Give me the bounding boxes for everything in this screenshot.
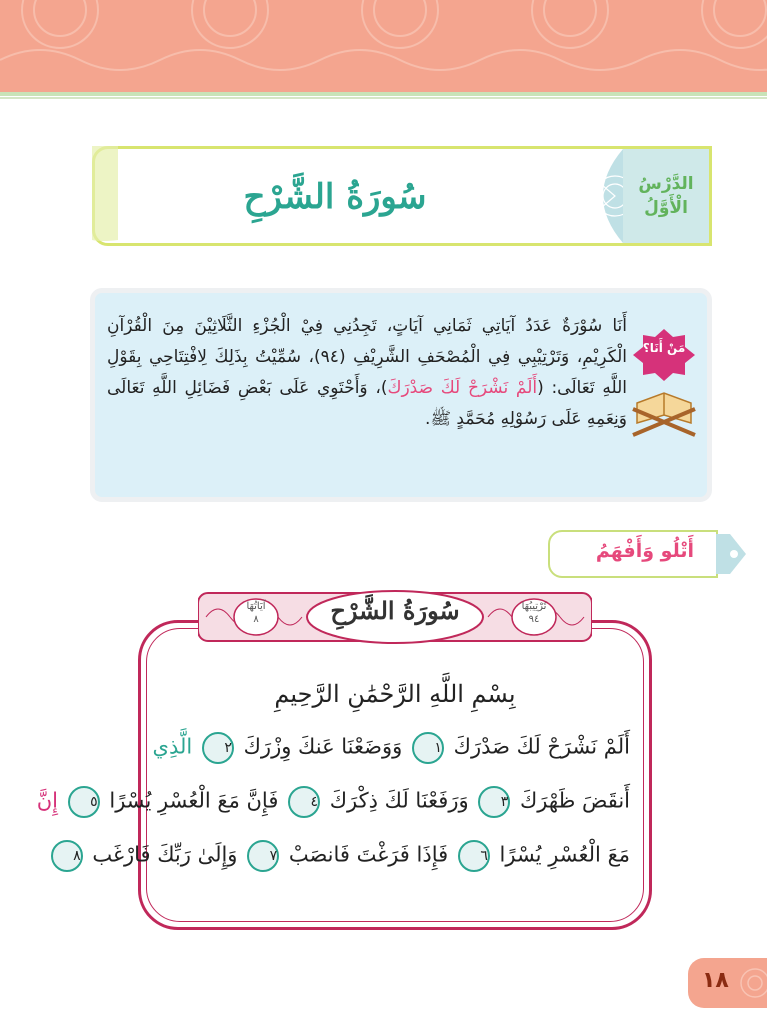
lesson-label-line2: الْأَوَّلُ bbox=[644, 198, 688, 218]
fold-ornament bbox=[92, 146, 118, 246]
ayah-number: ٣ bbox=[478, 786, 510, 818]
lesson-title-bar bbox=[92, 146, 712, 246]
section-tab-arrow-icon bbox=[716, 530, 756, 578]
lesson-badge bbox=[623, 149, 709, 243]
verse-text: أَلَمْ نَشْرَحْ لَكَ صَدْرَكَ bbox=[453, 734, 630, 759]
surah-header-name: سُورَةُ الشَّرْحِ bbox=[330, 596, 460, 625]
top-rule-thin bbox=[0, 97, 767, 99]
lesson-label-line1: الدَّرْسُ bbox=[638, 174, 694, 194]
verse-text: الَّذِي bbox=[152, 734, 193, 759]
intro-text bbox=[107, 311, 627, 435]
quran-line-3 bbox=[73, 840, 630, 872]
ayah-number: ٧ bbox=[247, 840, 279, 872]
verse-text: إِنَّ bbox=[36, 788, 58, 813]
verse-text: فَإِذَا فَرَغْتَ فَانصَبْ bbox=[288, 842, 449, 867]
page-number-ornament bbox=[727, 958, 767, 1008]
who-am-i-badge bbox=[627, 323, 705, 443]
quran-line-2 bbox=[36, 786, 630, 818]
surah-frame-inner bbox=[146, 628, 644, 922]
ayah-number: ٤ bbox=[288, 786, 320, 818]
quran-line-1 bbox=[152, 732, 630, 764]
ayah-number: ٥ bbox=[68, 786, 100, 818]
section-tab bbox=[548, 530, 718, 578]
intro-highlight: أَلَمْ نَشْرَحْ لَكَ صَدْرَكَ bbox=[387, 378, 538, 398]
section-title: أَتْلُو وَأَفْهَمُ bbox=[595, 540, 694, 562]
page-number: ١٨ bbox=[702, 968, 729, 993]
verse-text: وَإِلَىٰ رَبِّكَ فَارْغَب bbox=[92, 842, 238, 867]
verse-text: أَنقَضَ ظَهْرَكَ bbox=[520, 788, 630, 813]
order-label: تَرْتِيبُهَا bbox=[521, 601, 547, 612]
top-rule bbox=[0, 92, 767, 96]
basmala: بِسْمِ اللَّهِ الرَّحْمَٰنِ الرَّحِيمِ bbox=[274, 680, 516, 708]
verse-text: وَرَفَعْنَا لَكَ ذِكْرَكَ bbox=[329, 788, 469, 813]
verse-text: مَعَ الْعُسْرِ يُسْرًا bbox=[499, 842, 630, 867]
ayah-number: ٦ bbox=[458, 840, 490, 872]
verse-text: وَوَضَعْنَا عَنكَ وِزْرَكَ bbox=[243, 734, 403, 759]
badge-pattern bbox=[553, 149, 623, 243]
ayah-number: ٨ bbox=[51, 840, 83, 872]
ayat-count-label: آيَاتُهَا bbox=[246, 601, 266, 612]
ayat-count-value: ٨ bbox=[253, 614, 259, 625]
intro-text-part1: أَنَا سُوْرَةٌ عَدَدُ آيَاتِي ثَمَانِي آيَاتٍ، تَجِدُنِي فِيْ الْجُزْءِ الثَّلَاثِيْنَ مِنَ الْقُرْآنِ الْكَرِيْمِ، وَتَرْتِيْبِي فِي الْمُصْحَفِ الشَّرِيْفِ (٩٤)، سُمِّيْتُ بِذَلِكَ لِافْتِتَاحِي بِقَوْلِ اللَّهِ تَعَالَى: ( bbox=[107, 316, 627, 398]
who-am-i-label: مَنْ أَنَا؟ bbox=[642, 341, 686, 355]
ayah-number: ١ bbox=[412, 732, 444, 764]
intro-text-part2: )، وَأَحْتَوِي عَلَى بَعْضِ فَضَائِلِ اللَّهِ تَعَالَى وَنِعَمِهِ عَلَى رَسُوْلِهِ مُحَمَّدٍ ﷺ. bbox=[107, 378, 627, 429]
ayah-number: ٢ bbox=[202, 732, 234, 764]
verse-text: فَإِنَّ مَعَ الْعُسْرِ يُسْرًا bbox=[109, 788, 279, 813]
top-decorative-band bbox=[0, 0, 767, 92]
band-pattern bbox=[0, 0, 767, 92]
page-number-tab bbox=[688, 958, 767, 1008]
order-value: ٩٤ bbox=[528, 614, 540, 625]
intro-box bbox=[90, 288, 712, 502]
lesson-title: سُورَةُ الشَّرْحِ bbox=[243, 177, 427, 217]
